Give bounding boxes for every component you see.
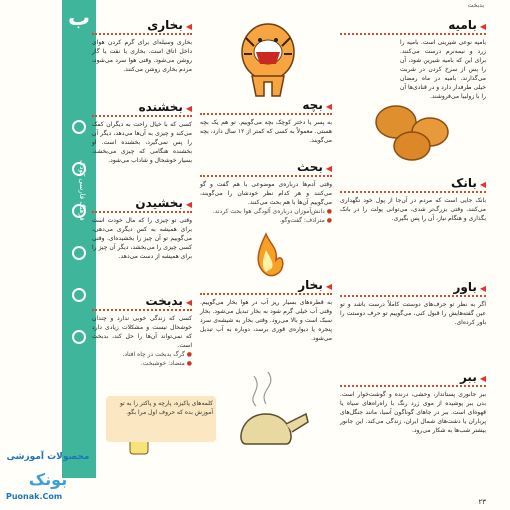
triangle-icon: ◀ [479,22,486,31]
triangle-icon: ◀ [325,164,332,173]
entry-text: اگر به نظر تو حرف‌های دوستت کاملاً درست باشد و تو عین گفته‌هایش را قبول کنی، می‌گوییم تو حرف دوستت را باور کرده‌ای. [340,301,486,326]
binding-ring [72,204,86,218]
page-number: ۲۳ [478,498,486,506]
entry-note: ● مترادف: گفت‌وگو. [279,217,332,224]
entry-title: ◀بخار [200,278,332,295]
entry-text: کسی که زندگی خوبی ندارد و چندان خوشحال نیست و مشکلات زیادی دارد که نمی‌تواند آن‌ها را حل کند، بدبخت است. [92,315,192,349]
page-header [86,0,488,12]
entry-bakhshandeh [92,100,192,165]
triangle-icon: ◀ [479,374,486,383]
entry-text: وقتی تو چیزی را که مال خودت است برای همیشه به کس دیگری می‌دهی، می‌گوییم تو آن چیز را بخشیده‌ای. وقتی کسی چیزی را می‌بخشد، دیگر آن چیز را برای همیشه از دست می‌دهد. [92,217,192,260]
entry-title: ◀بحث [200,160,332,177]
entry-bank [340,176,486,223]
entry-text: ببر جانوری پستاندار، وحشی، درنده و گوشت‌خوار است. بدن ببر پوشیده از موی زرد رنگ با راه‌راه‌های سیاه یا قهوه‌ای است. ببر در جاهای گوناگون آسیا، مانند جنگل‌های پرباران یا دشت‌های شمال ایران، زندگی می‌کند. این جانور بیشتر شب‌ها به شکار می‌رود. [340,391,486,434]
binding-ring [72,246,86,260]
entry-text: وقتی آدم‌ها درباره‌ی موضوعی با هم گفت و گو می‌کنند و هر کدام نظر خودشان را می‌گویند، می‌گوییم آن‌ها با هم بحث می‌کنند. [200,181,332,206]
triangle-icon: ◀ [325,102,332,111]
triangle-icon: ◀ [479,284,486,293]
entry-badbakht [92,294,192,368]
bamieh-illustration [376,106,448,160]
triangle-icon: ◀ [185,104,192,113]
watermark-logo: بونک [28,470,68,489]
entry-text: بامیه نوعی شیرینی است. بامیه را زرد و نیمه‌نرم درست می‌کنند. برای این که بامیه شیرین شود، آن را پس از سرخ کردن در شربت می‌گذارند. بامیه در ماه رمضان خیلی طرفدار دارد و در قنادی‌ها آن را با زولبیا می‌فروشند. [400,39,486,100]
entry-note: ● گرگ بدبخت در چاه افتاد. [122,351,192,358]
entry-title: ◀بخشیدن [92,196,192,213]
triangle-icon: ◀ [479,180,486,189]
watermark-line-1: محصولات آموزشی [6,452,90,462]
tab-letter: ب [67,6,91,31]
entry-title: ◀بخاری [92,18,192,35]
entry-bahs [200,160,332,225]
kettle-illustration [241,372,308,444]
entry-title: ◀بدبخت [92,294,192,311]
binding-ring [72,330,86,344]
triangle-icon: ◀ [185,298,192,307]
entry-bavar [340,280,486,327]
entry-text: بخاری وسیله‌ای برای گرم کردن هوای داخل اتاق است. بخاری با نفت یا گاز روشن می‌شود. وقتی هوا سرد می‌شود، مردم بخاری روشن می‌کنند. [92,39,192,73]
tip-box: کلمه‌های پاکیزه، پارچه و پاکتر را به تو آموزش بده که حروف اول مرا بگو. [106,396,216,442]
triangle-icon: ◀ [325,282,332,291]
entry-babr [340,370,486,435]
entry-title: ◀باور [340,280,486,297]
tab-side-text: فرهنگ فارسی کودک [78,160,86,221]
entry-title: ◀بامیه [340,18,486,35]
binding-ring [72,120,86,134]
entry-bacheh [200,98,332,145]
entry-title: ◀بخشنده [92,100,192,117]
binding-ring [72,162,86,176]
entry-text: بانک جایی است که مردم در آن‌جا از پول خود نگهداری می‌کنند. وقتی بزرگ‌تر شدی، می‌توانی پولت را در بانک بگذاری و هنگام نیاز، آن را پس بگیری. [340,197,486,222]
triangle-icon: ◀ [185,200,192,209]
triangle-icon: ◀ [185,22,192,31]
letter-tab [62,0,96,478]
entry-note: ● دانش‌آموزان درباره‌ی آلودگی هوا بحث کردند. [212,208,332,215]
entry-bokhar [200,278,332,343]
entry-bokhari [92,18,192,74]
entry-bamieh [340,18,486,101]
tiger-illustration [242,24,294,96]
fire-illustration [258,234,283,276]
entry-text: به پسر یا دختر کوچک بچه می‌گوییم. تو هم یک بچه هستی. معمولاً به کسی که کمتر از ۱۲ سال دارد، بچه می‌گویند. [200,119,332,144]
entry-title: ◀بانک [340,176,486,193]
entry-text: به قطره‌های بسیار ریز آب در هوا بخار می‌گوییم. وقتی آب خیلی گرم شود به بخار تبدیل می‌شود. بخار سبک است و بالا می‌رود. وقتی بخار به شیشه‌ی سرد پنجره یا دیواره‌ی قوری برسد، دوباره به آب تبدیل می‌شود. [200,299,332,342]
entry-note: ● متضاد: خوشبخت. [140,360,192,367]
entry-title: ◀ببر [340,370,486,387]
entry-title: ◀بچه [200,98,332,115]
header-keyword: بدبخت [467,2,484,9]
watermark-url: Puonak.Com [6,492,63,501]
entry-text: کسی که با خیال راحت به دیگران کمک می‌کند و چیزی به آن‌ها می‌دهد، دیگر آن را پس نمی‌گیرد، بخشنده است. او بخشنده هنگامی که چیزی می‌بخشد، بسیار خوشحال و شاداب می‌شود. [92,121,192,164]
entry-bakhshidan [92,196,192,261]
binding-ring [72,288,86,302]
